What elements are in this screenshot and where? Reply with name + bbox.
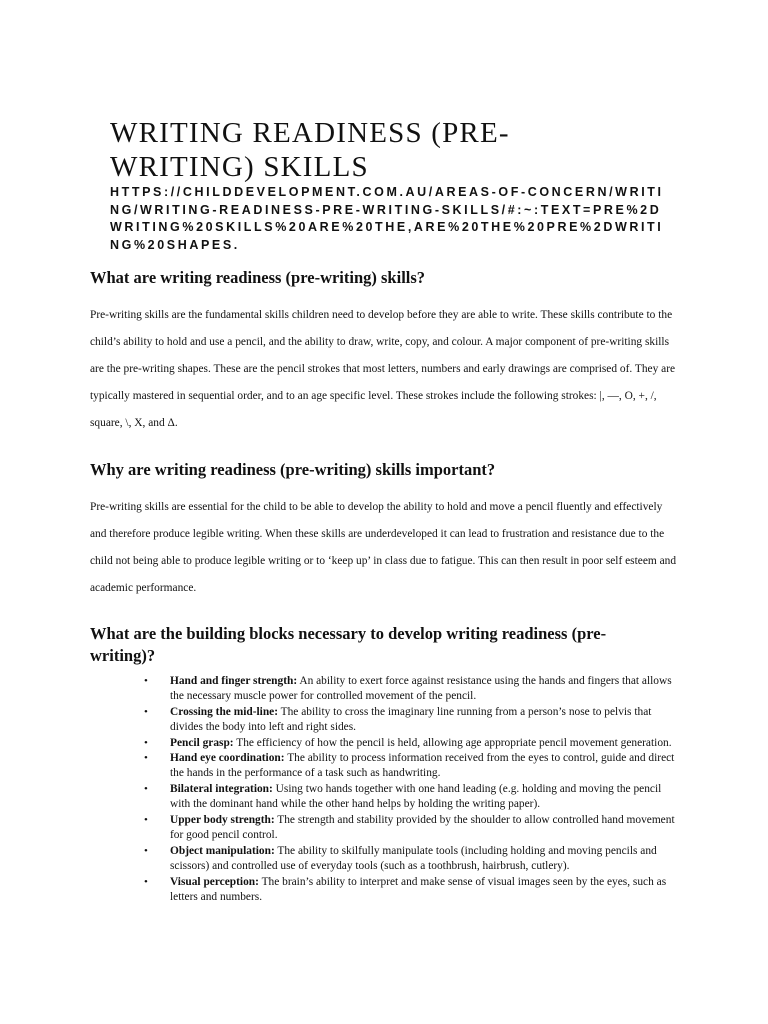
building-blocks-list xyxy=(140,674,680,905)
list-item xyxy=(140,813,680,843)
section-heading-why: Why are writing readiness (pre-writing) skills important? xyxy=(90,460,496,479)
list-item-term: Visual perception: xyxy=(170,875,259,888)
bullet-icon: • xyxy=(144,736,148,749)
list-item-text: Using two hands together with one hand leading (e.g. holding and moving the pencil with the dominant hand while the other hand helps by holding the writing paper). xyxy=(170,783,662,811)
list-item-text: The ability to cross the imaginary line running from a person’s nose to pelvis that divides the body into left and right sides. xyxy=(170,705,652,733)
section-heading-what: What are writing readiness (pre-writing) skills? xyxy=(90,268,426,287)
list-item-term: Hand and finger strength: xyxy=(170,675,298,687)
bullet-icon: • xyxy=(144,752,148,765)
source-url: HTTPS://CHILDDEVELOPMENT.COM.AU/AREAS-OF-CONCERN/WRITING/WRITING-READINESS-PRE-WRITING-SKILLS/#:~:TEXT=PRE%2DWRITING%20SKILLS%20ARE%20THE,ARE%20THE%20PRE%2DWRITING%20SHAPES. xyxy=(110,185,664,252)
list-item xyxy=(140,736,680,751)
list-item-term: Hand eye coordination: xyxy=(170,752,285,765)
page-title: WRITING READINESS (PRE-WRITING) SKILLS xyxy=(110,117,510,183)
bullet-icon: • xyxy=(144,844,148,857)
section-body-why: Pre-writing skills are essential for the child to be able to develop the ability to hold and move a pencil fluently and effectively and therefore produce legible writing. When these skills are underdeveloped it can lead to frustration and resistance due to the child not being able to produce legible writing or to ‘keep up’ in class due to fatigue. This can then result in poor self esteem and academic performance. xyxy=(90,501,677,594)
list-item xyxy=(140,844,680,874)
list-item-term: Crossing the mid-line: xyxy=(170,705,279,718)
section-body-what: Pre-writing skills are the fundamental skills children need to develop before they are able to write. These skills contribute to the child’s ability to hold and use a pencil, and the ability to draw, write, copy, and colour. A major component of pre-writing skills are the pre-writing shapes. These are the pencil strokes that most letters, numbers and early drawings are comprised of. They are typically mastered in sequential order, and to an age specific level. These strokes include the following strokes: |, —, O, +, /, square, \, X, and Δ. xyxy=(90,309,676,429)
list-item-text: The brain’s ability to interpret and make sense of visual images seen by the eyes, such as letters and numbers. xyxy=(170,875,667,903)
list-item-term: Object manipulation: xyxy=(170,844,275,857)
bullet-icon: • xyxy=(144,675,148,687)
list-item-term: Upper body strength: xyxy=(170,813,275,826)
bullet-icon: • xyxy=(144,783,148,796)
list-item xyxy=(140,782,680,812)
bullet-icon: • xyxy=(144,813,148,826)
list-item-text: An ability to exert force against resistance using the hands and fingers that allows the necessary muscle power for controlled movement of the pencil. xyxy=(170,675,672,702)
list-item-text: The strength and stability provided by the shoulder to allow controlled hand movement for good pencil control. xyxy=(170,813,675,841)
list-item xyxy=(140,674,680,704)
list-item-term: Pencil grasp: xyxy=(170,736,234,749)
list-item-term: Bilateral integration: xyxy=(170,783,273,796)
list-item xyxy=(140,875,680,905)
bullet-icon: • xyxy=(144,705,148,718)
list-item xyxy=(140,705,680,735)
list-item-text: The efficiency of how the pencil is held, allowing age appropriate pencil movement generation. xyxy=(233,736,672,749)
list-item-text: The ability to process information received from the eyes to control, guide and direct the hands in the performance of a task such as handwriting. xyxy=(170,752,675,780)
section-heading-building-blocks: What are the building blocks necessary to develop writing readiness (pre-writing)? xyxy=(90,624,607,665)
bullet-icon: • xyxy=(144,875,148,888)
list-item-text: The ability to skilfully manipulate tools (including holding and moving pencils and scissors) and controlled use of everyday tools (such as a toothbrush, hairbrush, cutlery). xyxy=(170,844,657,872)
list-item xyxy=(140,751,680,781)
